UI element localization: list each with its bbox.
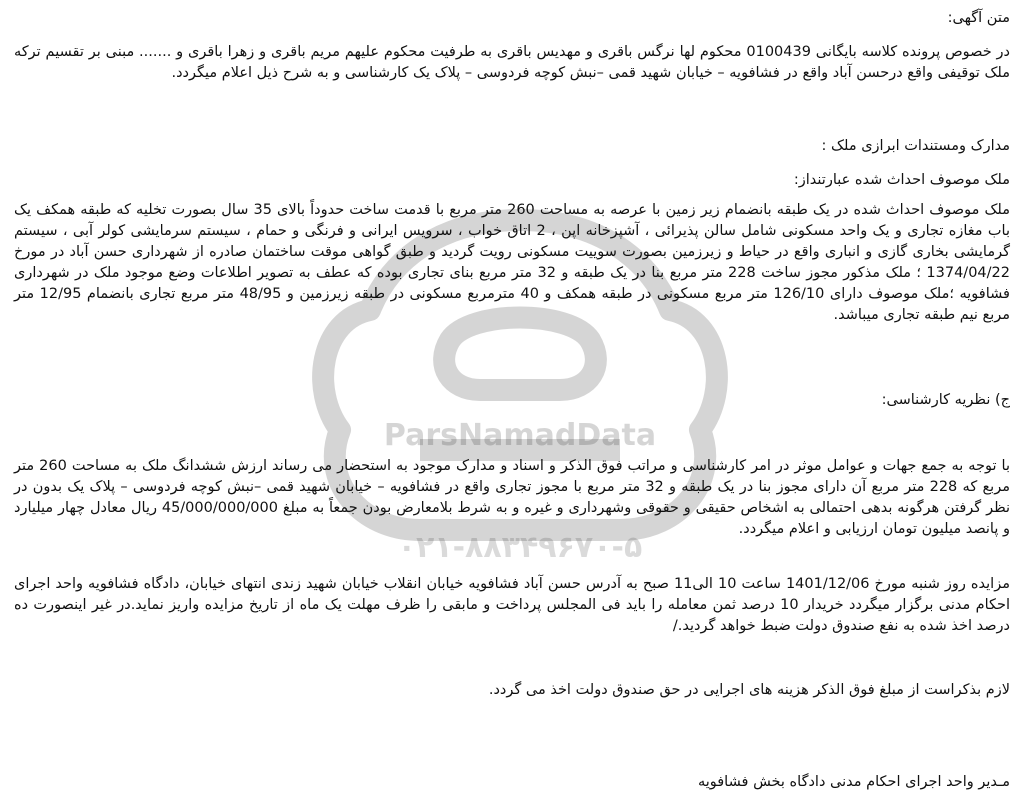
expert-heading: ج) نظریه کارشناسی: <box>881 392 1010 408</box>
building-description: ملک موصوف احداث شده در یک طبقه بانضمام زیر زمین با عرصه به مساحت 260 متر مربع با قدمت ساخت حدوداً بالای 35 سال بصورت تخلیه که طبقه همکف یک باب مغازه تجاری و یک واحد مسکونی شامل سالن پذیرائی ، آشپزخانه اپن ، 2 اتاق خواب ، سرویس ایرانی و فرنگی و حمام ، سیستم سرمایشی کولر آبی ، سیستم گرمایشی بخاری گازی و انباری واقع در حیاط و زیرزمین بصورت سوییت مسکونی رویت گردید و طبق گواهی موقت ساختمان صادره از شهرداری حسن آباد در مورخ 1374/04/22 ؛ ملک مذکور مجوز ساخت 228 متر مربع بنا در یک طبقه و 32 متر مربع بنای تجاری بوده که عطف به تصویر اطلاعات وضع موجود ملک در شهرداری فشافویه ؛ملک موصوف دارای 126/10 متر مربع مسکونی در طبقه همکف و 40 مترمربع مسکونی در طبقه زیرزمین و 48/95 متر مربع تجاری بانضمام 12/95 متر مربع نیم طبقه تجاری میباشد. <box>14 202 1011 323</box>
signature: مـدیر واحد اجرای احکام مدنی دادگاه بخش فشافویه <box>697 774 1010 790</box>
watermark-phone-text: ۰۲۱-۸۸۳۴۹۶۷۰-۵ <box>397 530 643 565</box>
expert-opinion-paragraph: با توجه به جمع جهات و عوامل موثر در امر کارشناسی و مراتب فوق الذکر و اسناد و مدارک موجود به استحضار می رساند ارزش ششدانگ ملک به مساحت 260 متر مربع که 228 متر مربع آن دارای مجوز بنا در یک طبقه و 32 متر مربع با مجوز تجاری واقع در فشافویه – خیابان شهید قمی –نبش کوچه فردوسی – پلاک یک بدون در نظر گرفتن هرگونه بدهی احتمالی به اشخاص حقیقی و حقوقی وشهرداری و غیره و به شرط بلامعارض بودن جمعاً به مبلغ 45/000/000/000 ریال معادل چهار میلیارد و پانصد میلیون تومان ارزیابی و اعلام میگردد. <box>14 458 1010 537</box>
intro-paragraph: در خصوص پرونده کلاسه بایگانی 0100439 محکوم لها نرگس باقری و مهدیس باقری به طرفیت محکوم علیهم مریم باقری و زهرا باقری و ....... مبنی بر تقسیم ترکه ملک توقیفی واقع درحسن آباد واقع در فشافویه – خیابان شهید قمی –نبش کوچه فردوسی – پلاک یک کارشناسی و به شرح ذیل اعلام میگردد. <box>14 44 1010 81</box>
building-heading: ملک موصوف احداث شده عبارتنداز: <box>793 172 1010 188</box>
costs-note: لازم بذکراست از مبلغ فوق الذکر هزینه های اجرایی در حق صندوق دولت اخذ می گردد. <box>488 682 1010 698</box>
documents-heading: مدارک ومستندات ابرازی ملک : <box>821 138 1010 154</box>
watermark-brand-text: ParsNamadData <box>383 418 657 453</box>
auction-paragraph: مزایده روز شنبه مورخ 1401/12/06 ساعت 10 الی11 صبح به آدرس حسن آباد فشافویه خیابان انقلاب خیابان شهید زندی انتهای خیابان، دادگاه فشافویه واحد اجرای احکام مدنی برگزار میگردد خریدار 10 درصد ثمن معامله را باید فی المجلس پرداخت و مابقی را ظرف مهلت یک ماه از تاریخ مزایده واریز نماید.در غیر اینصورت ده درصد اخذ شده به نفع صندوق دولت ضبط خواهد گردید./ <box>14 576 1010 634</box>
notice-title: متن آگهی: <box>947 10 1010 26</box>
